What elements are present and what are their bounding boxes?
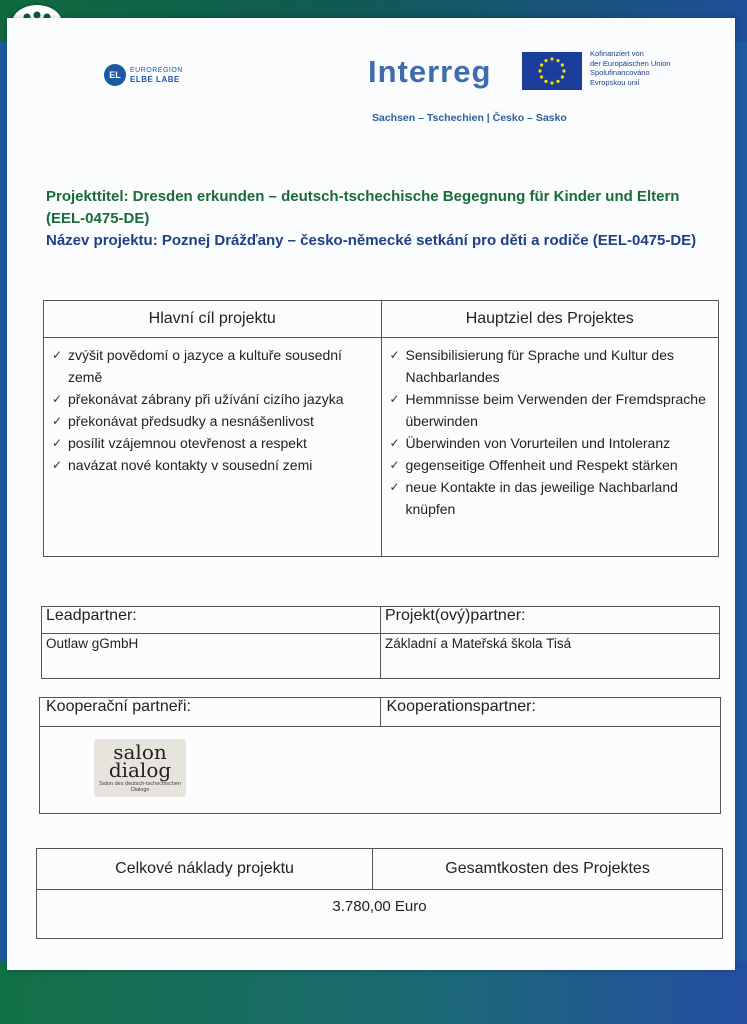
bottom-color-band [0,962,747,1024]
goal-item: ✓ posílit vzájemnou otevřenost a respekt [68,432,371,454]
lead-partner-label: Leadpartner: [42,607,381,634]
total-costs-amount: 3.780,00 Euro [37,890,723,939]
euroregion-line1: EUROREGION [130,67,183,74]
goals-header-de: Hauptziel des Projektes [381,301,719,338]
salon-logo-line2: dialog [108,758,172,782]
goal-item: ✓ Überwinden von Vorurteilen und Intoleranz [406,432,709,454]
cooperation-label-cz: Kooperační partneři: [40,698,381,727]
goal-item: ✓ překonávat zábrany při užívání cizího jazyka [68,388,371,410]
program-region: Sachsen – Tschechien | Česko – Sasko [372,112,567,124]
goals-cell-de [381,338,719,557]
checkmark-icon: ✓ [52,348,63,362]
project-titles [46,186,706,252]
checkmark-icon: ✓ [389,480,400,494]
partners-table [41,606,720,679]
goal-item: ✓ navázat nové kontakty v sousední zemi [68,454,371,476]
goal-item: ✓ překonávat předsudky a nesnášenlivost [68,410,371,432]
project-title-cz: Název projektu: Poznej Drážďany – česko-německé setkání pro děti a rodiče (EEL-0475-DE) [46,232,697,249]
salon-dialog-logo [94,739,186,797]
cooperation-label-de: Kooperationspartner: [380,698,721,727]
euroregion-logo [104,64,183,86]
goal-item: ✓ gegenseitige Offenheit und Respekt stärken [406,454,709,476]
checkmark-icon: ✓ [389,436,400,450]
cooperation-partners-cell [40,727,721,814]
checkmark-icon: ✓ [389,392,400,406]
euroregion-line2: ELBE LABE [130,75,180,84]
goal-item: ✓ Sensibilisierung für Sprache und Kultur des Nachbarlandes [406,344,709,388]
goals-cell-cz [44,338,382,557]
project-partner-label: Projekt(ový)partner: [381,607,720,634]
goal-item: ✓ zvýšit povědomí o jazyce a kultuře sousední země [68,344,371,388]
checkmark-icon: ✓ [52,392,63,406]
goals-table [43,300,719,557]
project-title-de: Projekttitel: Dresden erkunden – deutsch-tschechische Begegnung für Kinder und Eltern (EEL-0475-DE) [46,188,680,227]
checkmark-icon: ✓ [52,414,63,428]
goals-header-cz: Hlavní cíl projektu [44,301,382,338]
total-costs-label-cz: Celkové náklady projektu [37,849,373,890]
goals-list-de [382,344,719,520]
euroregion-badge-icon: EL [104,64,126,86]
checkmark-icon: ✓ [52,458,63,472]
project-partner-value: Základní a Mateřská škola Tisá [381,634,720,679]
eu-flag-icon [522,52,582,90]
goal-item: ✓ Hemmnisse beim Verwenden der Fremdsprache überwinden [406,388,709,432]
eu-cofinancing-text: Kofinanziert von der Europäischen Union Spolufinancováno Evropskou unií [590,49,671,87]
checkmark-icon: ✓ [52,436,63,450]
total-costs-label-de: Gesamtkosten des Projektes [373,849,723,890]
checkmark-icon: ✓ [389,458,400,472]
salon-logo-line1: salon [113,740,167,764]
checkmark-icon: ✓ [389,348,400,362]
lead-partner-value: Outlaw gGmbH [42,634,381,679]
goals-list-cz [44,344,381,476]
cooperation-table [39,697,721,814]
goal-item: ✓ neue Kontakte in das jeweilige Nachbarland knüpfen [406,476,709,520]
salon-logo-subtitle: Salon des deutsch-tschechischen Dialogs [99,781,181,793]
interreg-logo-text: Interreg [368,54,492,89]
costs-table [36,848,723,939]
